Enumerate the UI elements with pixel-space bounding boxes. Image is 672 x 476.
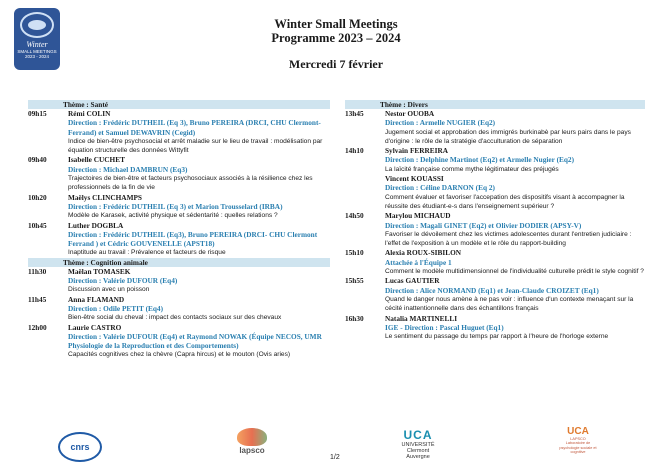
theme-label: Thème : Santé: [63, 100, 108, 109]
speaker-name: Isabelle CUCHET: [68, 155, 125, 165]
session-row: [345, 174, 645, 211]
session-row: [345, 211, 645, 248]
speaker-name: Natalia MARTINELLI: [385, 313, 458, 323]
speaker-name: Vincent KOUASSI: [385, 174, 444, 184]
document-date: Mercredi 7 février: [288, 57, 384, 71]
session-row: [28, 109, 330, 155]
supervision: Direction : Valérie DUFOUR (Eq4) et Raymond NOWAK (Équipe NECOS, UMR Physiologie de la Reproduction et des Comportements): [68, 331, 322, 351]
talk-title: Comment évaluer et favoriser l'accepation des dispositifs visant à accompagner la réussite des étudiant-e-s dans l'enseignement supérieur ?: [385, 193, 625, 210]
speaker-name: Maëlys CLINCHAMPS: [68, 192, 142, 202]
talk-title: Modèle de Karasek, activité physique et sédentarité : quelles relations ?: [68, 212, 278, 220]
theme-label: Thème : Cognition animale: [63, 257, 148, 267]
session-time: 10h45: [28, 220, 47, 230]
session-row: [345, 109, 645, 146]
lapsco-logo: [228, 428, 276, 466]
speaker-name: Lucas GAUTIER: [385, 276, 440, 286]
talk-title: Inaptitude au travail : Prévalence et facteurs de risque: [68, 249, 226, 257]
supervision: Direction : Delphine Martinot (Eq2) et Armelle Nugier (Eq2): [385, 155, 575, 165]
session-time: 09h15: [28, 109, 47, 118]
session-time: 15h10: [345, 248, 364, 258]
logo-line1: SMALL MEETINGS: [17, 49, 57, 54]
speaker-name: Laurie CASTRO: [68, 322, 122, 332]
theme-band: [345, 100, 645, 109]
session-row: [28, 155, 330, 192]
talk-title: La laïcité française comme mythe légitimateur des préjugés: [385, 165, 559, 173]
uca-logo: [398, 428, 438, 460]
speaker-name: Marylou MICHAUD: [385, 211, 451, 221]
partner-logo: [556, 426, 600, 454]
talk-title: Le sentiment du passage du temps par rapport à l'heure de l'horloge externe: [385, 333, 609, 341]
uca-line: Clermont: [406, 448, 430, 454]
document-subtitle: Programme 2023 – 2024: [271, 31, 401, 45]
session-time: 15h55: [345, 276, 364, 286]
partner-mark: UCA: [567, 426, 589, 437]
talk-title: Bien-être social du cheval : impact des contacts sociaux sur des chevaux: [68, 314, 282, 322]
talk-title: Quand le danger nous amène à ne pas voir : influence d'un contexte menaçant sur la cécité inattentionnelle dans des échantillons français: [385, 295, 634, 313]
session-time: 14h50: [345, 211, 364, 221]
session-time: 11h45: [28, 294, 47, 304]
uca-line: UNIVERSITÉ: [401, 442, 435, 448]
supervision: Direction : Frédéric DUTHEIL (Eq 3), Bruno PEREIRA (DRCI, CHU Clermont-Ferrand) et Samuel DEWAVRIN (Cegid): [68, 118, 321, 137]
talk-title: Indice de bien-être psychosocial et arrêt maladie sur le lieu de travail : modélisation par équation structurelle des données Wittyfit: [68, 137, 323, 155]
speaker-name: Anna FLAMAND: [68, 294, 125, 304]
session-row: [345, 248, 645, 276]
speaker-name: Rémi COLIN: [68, 109, 111, 118]
supervision: Attachée à l'Équipe 1: [385, 257, 452, 267]
talk-title: Comment le modèle multidimensionnel de l'individualité culturelle prédit le style cognitif ?: [385, 268, 644, 276]
page-number: 1/2: [330, 454, 340, 461]
speaker-name: Luther DOGBLA: [68, 220, 124, 230]
session-row: [345, 276, 645, 313]
supervision: Direction : Valérie DUFOUR (Eq4): [68, 276, 178, 286]
supervision: Direction : Céline DARNON (Eq 2): [385, 183, 495, 193]
supervision: Direction : Frédéric DUTHEIL (Eq3), Bruno PEREIRA (DRCI- CHU Clermont Ferrand ) et Cédric GOUVENELLE (APST18): [68, 229, 318, 249]
talk-title: Favoriser le dévoilement chez les victimes adolescentes durant l'entretien judiciaire : l'effet de l'exposition à un modèle et le rôle du rapport-building: [385, 230, 632, 248]
partner-line: Laboratoire de psychologie sociale et cognitive: [559, 441, 597, 454]
session-time: 16h30: [345, 313, 364, 323]
footer: [0, 424, 672, 476]
supervision: Direction : Alice NORMAND (Eq1) et Jean-Claude CROIZET (Eq1): [385, 285, 599, 295]
theme-band: [28, 258, 330, 267]
document-title: Winter Small Meetings: [274, 17, 398, 31]
talk-title: Discussion avec un poisson: [68, 286, 150, 294]
right-column: [345, 100, 645, 341]
speaker-name: Maëlan TOMASEK: [68, 266, 131, 276]
session-time: 12h00: [28, 322, 47, 332]
theme-band: [28, 100, 330, 109]
session-time: 13h45: [345, 109, 364, 118]
talk-title: Trajectoires de bien-être et facteurs psychosociaux associés à la résilience chez les professionnels de la fin de vie: [68, 175, 313, 192]
supervision: IGE - Direction : Pascal Huguet (Eq1): [385, 322, 504, 332]
session-row: [28, 193, 330, 221]
session-time: 09h40: [28, 155, 47, 165]
session-row: [28, 267, 330, 295]
lapsco-wordmark: lapsco: [239, 446, 265, 455]
supervision: Direction : Magali GINET (Eq2) et Olivier DODIER (APSY-V): [385, 220, 582, 230]
session-row: [345, 146, 645, 174]
speaker-name: Nestor OUOBA: [385, 109, 435, 118]
left-column: [28, 100, 330, 360]
logo-word: Winter: [26, 40, 48, 49]
supervision: Direction : Armelle NUGIER (Eq2): [385, 118, 496, 128]
supervision: Direction : Michael DAMBRUN (Eq3): [68, 164, 188, 174]
session-time: 11h30: [28, 266, 47, 276]
speaker-name: Sylvain FERREIRA: [385, 146, 449, 156]
talk-title: Capacités cognitives chez la chèvre (Capra hircus) et le mouton (Ovis aries): [68, 351, 291, 359]
session-time: [345, 174, 385, 211]
session-time: 14h10: [345, 146, 364, 156]
logo-line2: 2023 - 2024: [24, 54, 50, 59]
session-time: 10h20: [28, 192, 47, 202]
theme-label: Thème : Divers: [380, 100, 428, 109]
lapsco-emblem: [237, 428, 267, 446]
supervision: Direction : Odile PETIT (Eq4): [68, 303, 163, 313]
cnrs-logo: cnrs: [58, 432, 102, 462]
speaker-name: Alexia ROUX-SIBILON: [385, 248, 462, 258]
partner-line: LAPSCO: [570, 437, 586, 441]
supervision: Direction : Frédéric DUTHEIL (Eq 3) et Marion Trousselard (IRBA): [68, 201, 283, 211]
session-row: [28, 323, 330, 360]
session-row: [345, 314, 645, 342]
uca-line: Auvergne: [406, 454, 430, 460]
talk-title: Jugement social et approbation des immigrés burkinabè par leurs pairs dans le pays d'origine : le rôle de la stratégie d'acculturation de séparation: [385, 128, 631, 145]
uca-mark: UCA: [403, 428, 433, 442]
session-row: [28, 221, 330, 258]
session-row: [28, 295, 330, 323]
